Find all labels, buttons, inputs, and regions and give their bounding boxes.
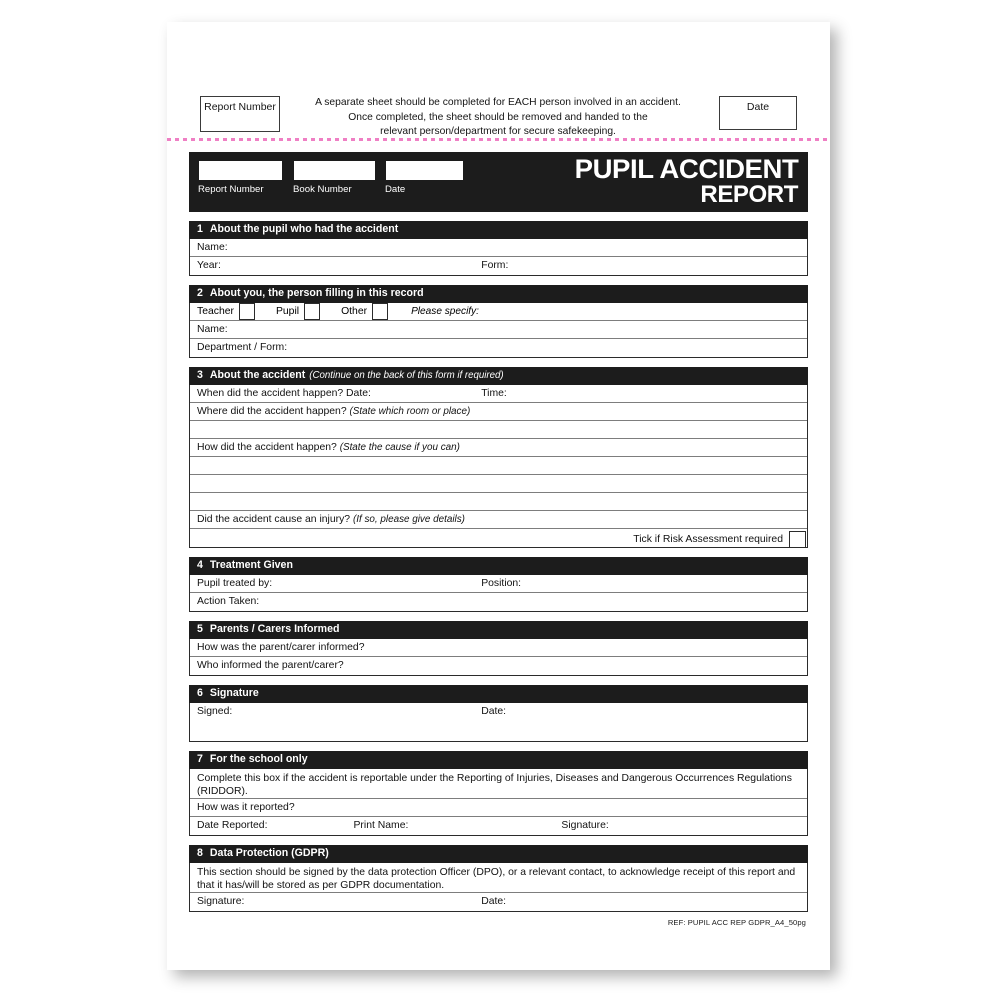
banner-book-number-label: Book Number (293, 184, 352, 195)
row-italic-note: (If so, please give details) (352, 514, 465, 525)
banner-field-book-number (293, 160, 376, 195)
footer-reference: REF: PUPIL ACC REP GDPR_A4_50pg (667, 918, 806, 927)
row-label: Pupil treated by: (197, 578, 273, 589)
banner-date-label: Date (385, 184, 406, 195)
section-rows (189, 769, 808, 836)
form-row[interactable] (190, 703, 807, 741)
form-row-blank[interactable] (190, 457, 807, 475)
form-row[interactable] (190, 321, 807, 339)
section-number: 7 (197, 753, 203, 765)
section-rows (189, 575, 808, 612)
form-row[interactable] (190, 239, 807, 257)
section-title: Parents / Carers Informed (209, 623, 340, 635)
section-header-1 (189, 221, 808, 239)
section-note: (Continue on the back of this form if required) (309, 370, 504, 381)
row-italic-note: (State the cause if you can) (339, 442, 460, 453)
section-title: For the school only (209, 753, 308, 765)
form-title-line-1: PUPIL ACCIDENT (574, 154, 798, 184)
instruction-line-2: Once completed, the sheet should be removed and handed to the (348, 111, 648, 123)
row-label-col-a: Print Name: (353, 820, 409, 831)
row-secondary-label: Form: (481, 260, 509, 271)
form-row[interactable] (190, 575, 807, 593)
top-date-box[interactable] (719, 96, 797, 130)
section-header-7 (189, 751, 808, 769)
banner-report-number-input[interactable] (198, 160, 283, 181)
section-header-6 (189, 685, 808, 703)
form-row[interactable] (190, 769, 807, 799)
section-rows (189, 385, 808, 548)
form-title (574, 154, 798, 209)
row-label: Where did the accident happen? (197, 406, 347, 417)
section-title: Data Protection (GDPR) (209, 847, 329, 859)
row-label: How did the accident happen? (197, 442, 337, 453)
section-header-5 (189, 621, 808, 639)
row-label: How was the parent/carer informed? (197, 642, 365, 653)
section-header-8 (189, 845, 808, 863)
form-row[interactable] (190, 639, 807, 657)
form-row[interactable] (190, 257, 807, 275)
row-secondary-label: Position: (481, 578, 522, 589)
form-row[interactable] (190, 657, 807, 675)
section-number: 1 (197, 223, 203, 235)
title-banner (189, 152, 808, 212)
section-number: 2 (197, 287, 203, 299)
section-number: 5 (197, 623, 203, 635)
row-label: When did the accident happen? Date: (197, 388, 371, 399)
banner-field-date (385, 160, 464, 195)
section-3 (189, 367, 808, 548)
banner-report-number-label: Report Number (198, 184, 264, 195)
form-row[interactable] (190, 799, 807, 817)
checkbox-label-teacher: Teacher (197, 306, 234, 317)
banner-book-number-input[interactable] (293, 160, 376, 181)
row-italic-note: (State which room or place) (349, 406, 471, 417)
role-checkbox-row (190, 303, 807, 321)
section-rows (189, 703, 808, 742)
row-label-col-b: Signature: (561, 820, 609, 831)
instruction-line-3: relevant person/department for secure safekeeping. (380, 126, 616, 138)
row-label: Complete this box if the accident is reportable under the Reporting of Injuries, Diseases and Dangerous Occurrences Regulations (RIDDOR). (197, 773, 792, 798)
section-number: 4 (197, 559, 203, 571)
form-row[interactable] (190, 385, 807, 403)
row-label: How was it reported? (197, 802, 295, 813)
form-row[interactable] (190, 863, 807, 893)
section-header-4 (189, 557, 808, 575)
section-rows (189, 863, 808, 912)
checkbox-pupil[interactable] (304, 303, 320, 320)
checkbox-teacher[interactable] (239, 303, 255, 320)
top-date-label: Date (746, 101, 770, 113)
risk-assessment-label: Tick if Risk Assessment required (633, 534, 783, 545)
section-number: 6 (197, 687, 203, 699)
row-label: Year: (197, 260, 221, 271)
row-secondary-label: Time: (481, 388, 507, 399)
form-row[interactable] (190, 439, 807, 457)
top-report-number-box[interactable] (200, 96, 280, 132)
section-title: About you, the person filling in this record (209, 287, 424, 299)
section-4 (189, 557, 808, 612)
please-specify-label: Please specify: (411, 306, 479, 317)
form-row-blank[interactable] (190, 475, 807, 493)
section-rows (189, 303, 808, 358)
section-2 (189, 285, 808, 358)
form-row[interactable] (190, 339, 807, 357)
row-label: Department / Form: (197, 342, 288, 353)
section-header-2 (189, 285, 808, 303)
section-title: About the accident (209, 369, 306, 381)
instruction-line-1: A separate sheet should be completed for EACH person involved in an accident. (315, 97, 681, 108)
section-title: Signature (209, 687, 259, 699)
banner-field-report-number (198, 160, 283, 195)
banner-date-input[interactable] (385, 160, 464, 181)
section-7 (189, 751, 808, 836)
row-secondary-label: Date: (481, 706, 507, 717)
sections-container (189, 221, 808, 912)
section-title: About the pupil who had the accident (209, 223, 399, 235)
form-title-line-2: REPORT (700, 181, 798, 209)
top-strip (167, 22, 830, 138)
form-body (189, 152, 808, 927)
row-label: This section should be signed by the data protection Officer (DPO), or a relevant contact, to acknowledge receipt of this report and that it has/will be stored as per GDPR documentation. (197, 867, 796, 892)
row-label: Who informed the parent/carer? (197, 660, 344, 671)
form-row-blank[interactable] (190, 493, 807, 511)
form-row[interactable] (190, 511, 807, 529)
form-row[interactable] (190, 817, 807, 835)
risk-assessment-checkbox[interactable] (789, 531, 806, 547)
checkbox-other[interactable] (372, 303, 388, 320)
section-5 (189, 621, 808, 676)
section-title: Treatment Given (209, 559, 293, 571)
row-label: Name: (197, 324, 228, 335)
form-row[interactable] (190, 893, 807, 911)
section-6 (189, 685, 808, 742)
row-label: Signature: (197, 896, 245, 907)
section-8 (189, 845, 808, 912)
row-label: Did the accident cause an injury? (197, 514, 351, 525)
risk-assessment-row (190, 529, 807, 547)
section-number: 8 (197, 847, 203, 859)
section-header-3 (189, 367, 808, 385)
row-label: Signed: (197, 706, 233, 717)
row-label: Date Reported: (197, 820, 268, 831)
form-row[interactable] (190, 593, 807, 611)
row-label: Action Taken: (197, 596, 260, 607)
form-row[interactable] (190, 403, 807, 421)
section-rows (189, 639, 808, 676)
top-instructions (293, 96, 703, 140)
perforation-line (167, 138, 830, 141)
row-label: Name: (197, 242, 228, 253)
checkbox-label-other: Other (341, 306, 368, 317)
top-report-number-label: Report Number (204, 101, 276, 113)
section-1 (189, 221, 808, 276)
section-rows (189, 239, 808, 276)
checkbox-label-pupil: Pupil (275, 306, 300, 317)
form-page-sheet (167, 22, 830, 970)
section-number: 3 (197, 369, 203, 381)
form-row-blank[interactable] (190, 421, 807, 439)
row-secondary-label: Date: (481, 896, 507, 907)
